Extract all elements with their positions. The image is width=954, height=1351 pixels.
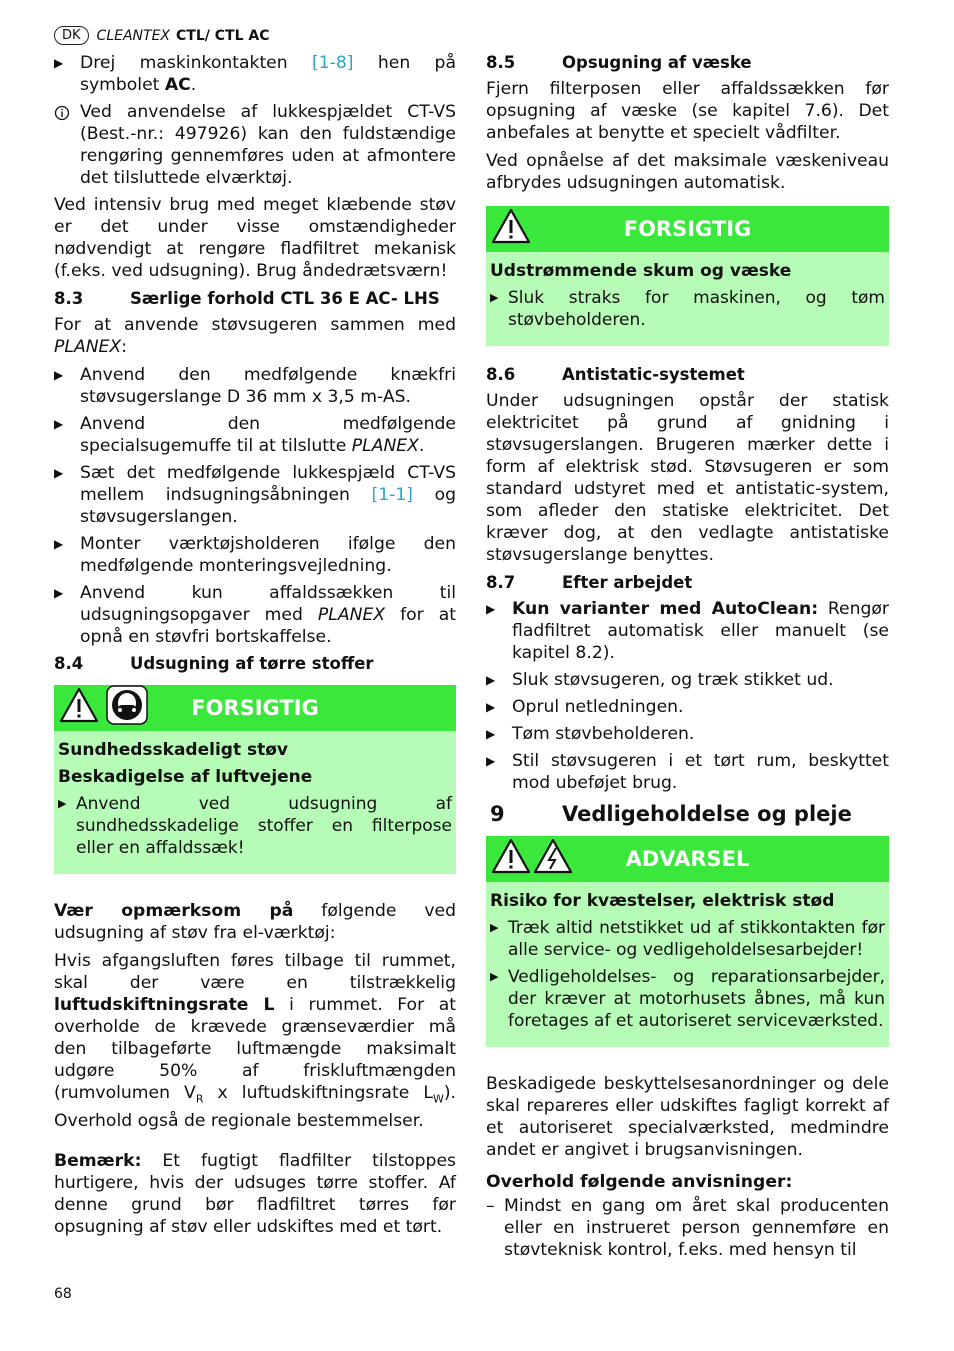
section-heading-9: 9 Vedligeholdelse og pleje (490, 802, 852, 826)
paragraph: Overhold følgende anvisninger: (486, 1172, 793, 1192)
warning-box (486, 836, 889, 1047)
paragraph: Ved opnåelse af det maksimale væskeniveau afbrydes udsugningen automatisk. (486, 151, 889, 193)
brand-label: CLEANTEX (96, 27, 171, 44)
list-item: ▶ Tøm støvbeholderen. (486, 724, 695, 744)
list-item: ▶ Anvend den medfølgende specialsugemuffe til at tilslutte PLANEX. (54, 414, 456, 456)
right-column (486, 52, 889, 1261)
list-item: ▶ Sluk straks for maskinen, og tøm støvbeholderen. (490, 288, 885, 330)
list-item: ▶ Sluk støvsugeren, og træk stikket ud. (486, 670, 834, 690)
caution-box (486, 206, 889, 346)
bullet-triangle-icon: ▶ (486, 700, 496, 714)
hazard-label: Sundhedsskadeligt støv (58, 740, 289, 760)
bullet-triangle-icon: ▶ (486, 727, 496, 741)
caution-title: FORSIGTIG (623, 217, 752, 241)
info-icon (54, 101, 80, 189)
list-item: ▶ Drej maskinkontakten [1-8] hen på symbolet AC. (54, 53, 457, 95)
section-heading-8-5: 8.5 Opsugning af væske (486, 53, 752, 72)
paragraph: Vær opmærksom på følgende ved udsugning af støv fra el-værktøj: (54, 901, 456, 943)
language-badge: DK (54, 26, 89, 45)
caution-box (54, 685, 456, 874)
left-column (54, 52, 456, 1244)
bullet-triangle-icon: ▶ (490, 921, 499, 934)
section-heading-8-4: 8.4 Udsugning af tørre stoffer (54, 654, 374, 673)
figure-reference: [1-8] (312, 53, 354, 73)
bullet-triangle-icon: ▶ (490, 291, 499, 304)
list-item: ▶ Træk altid netstikket ud af stikkontakten før alle service- og vedligeholdelsesarbejder! (490, 918, 885, 960)
list-item: – Mindst en gang om året skal producenten eller en instrueret person gennemføre en støvteknisk kontrol, f.eks. med hensyn til (486, 1196, 889, 1260)
caution-title: FORSIGTIG (191, 696, 319, 720)
warning-bar (486, 836, 889, 882)
bullet-triangle-icon: ▶ (490, 970, 499, 983)
figure-reference: [1-1] (371, 485, 413, 505)
bullet-triangle-icon: ▶ (54, 368, 64, 382)
section-heading-8-6: 8.6 Antistatic-systemet (486, 365, 745, 384)
hazard-label: Beskadigelse af luftvejene (58, 767, 313, 787)
bullet-triangle-icon: ▶ (486, 673, 496, 687)
info-note: Ved anvendelse af lukkespjældet CT-VS (Best.-nr.: 497926) kan den fuldstændige rengøring gennemføres uden at afmontere det tilsluttede elværktøj. (54, 101, 456, 189)
list-item: ▶ Sæt det medfølgende lukkespjæld CT-VS mellem indsugningsåbningen [1-1] og støvsugerslangen. (54, 463, 456, 527)
list-item: ▶ Anvend kun affaldssækken til udsugningsopgaver med PLANEX for at opnå en støvfri bortskaffelse. (54, 583, 456, 647)
bullet-triangle-icon: ▶ (54, 586, 64, 600)
bullet-triangle-icon: ▶ (54, 537, 64, 551)
page-header (54, 26, 269, 45)
bullet-triangle-icon: ▶ (486, 602, 496, 616)
list-item: ▶ Stil støvsugeren i et tørt rum, beskyttet mod ubeføjet brug. (486, 751, 889, 793)
list-item: ▶ Vedligeholdelses- og reparationsarbejder, der kræver at motorhusets åbnes, må kun foretages af et autoriseret serviceværksted. (490, 967, 885, 1031)
hazard-label: Udstrømmende skum og væske (490, 261, 792, 281)
caution-bar (54, 685, 456, 731)
paragraph: For at anvende støvsugeren sammen med PLANEX: (54, 315, 456, 357)
bullet-triangle-icon: ▶ (54, 56, 64, 70)
list-item: ▶ Anvend den medfølgende knækfri støvsugerslange D 36 mm x 3,5 m-AS. (54, 365, 456, 407)
paragraph: Ved intensiv brug med meget klæbende støv er det under visse omstændigheder nødvendigt at rengøre fladfiltret mekanisk (f.eks. ved udsugning). Brug åndedrætsværn! (54, 195, 456, 281)
paragraph: Bemærk: Et fugtigt fladfilter tilstoppes hurtigere, hvis der udsuges tørre stoffer. Af denne grund bør fladfiltret tørres før opsugning af støv eller udskiftes med et tørt. (54, 1151, 456, 1238)
paragraph: Under udsugningen opstår der statisk elektricitet på grund af gnidning i støvsugerslangen. Brugeren mærker dette i form af elektrisk stød. Støvsugeren er som standard udstyret med et antistatic-system, som afleder den statiske elektricitet. Det kræver dog, at den vedlagte antistatiske støvsugerslange benyttes. (486, 391, 889, 565)
list-item: ▶ Anvend ved udsugning af sundhedsskadelige stoffer en filterpose eller en affaldssæk! (58, 794, 452, 858)
caution-bar (486, 206, 889, 252)
warning-title: ADVARSEL (625, 847, 750, 871)
hazard-label: Risiko for kvæstelser, elektrisk stød (490, 891, 835, 911)
section-heading-8-3: 8.3 Særlige forhold CTL 36 E AC- LHS (54, 289, 440, 308)
list-item: ▶ Oprul netledningen. (486, 697, 684, 717)
section-heading-8-7: 8.7 Efter arbejdet (486, 573, 693, 592)
model-label: CTL/ CTL AC (176, 27, 270, 44)
list-item: ▶ Kun varianter med AutoClean: Rengør fladfiltret automatisk eller manuelt (se kapitel 8.2). (486, 599, 889, 663)
bullet-triangle-icon: ▶ (58, 797, 67, 810)
list-item: ▶ Monter værktøjsholderen ifølge den medfølgende monteringsvejledning. (54, 534, 456, 576)
paragraph: Fjern filterposen eller affaldssækken før opsugning af væske (se kapitel 7.6). Det anbefales at benytte et specielt vådfilter. (486, 79, 889, 143)
bullet-triangle-icon: ▶ (54, 466, 64, 480)
page-number: 68 (54, 1286, 72, 1302)
bullet-triangle-icon: ▶ (486, 754, 496, 768)
paragraph: Hvis afgangsluften føres tilbage til rummet, skal der være en tilstrækkelig luftudskiftningsrate L i rummet. For at overholde de krævede grænseværdier må den tilbageførte luftmængde maksimalt udgøre 50% af friskluftmængden (rumvolumen $V_R$ x luftudskiftningsrate $L_W$). Overhold også de regionale bestemmelser. (54, 951, 456, 1132)
paragraph: Beskadigede beskyttelsesanordninger og dele skal repareres eller udskiftes fagligt korrekt af et autoriseret specialværksted, medmindre andet er angivet i brugsanvisningen. (486, 1074, 889, 1160)
bullet-triangle-icon: ▶ (54, 417, 64, 431)
